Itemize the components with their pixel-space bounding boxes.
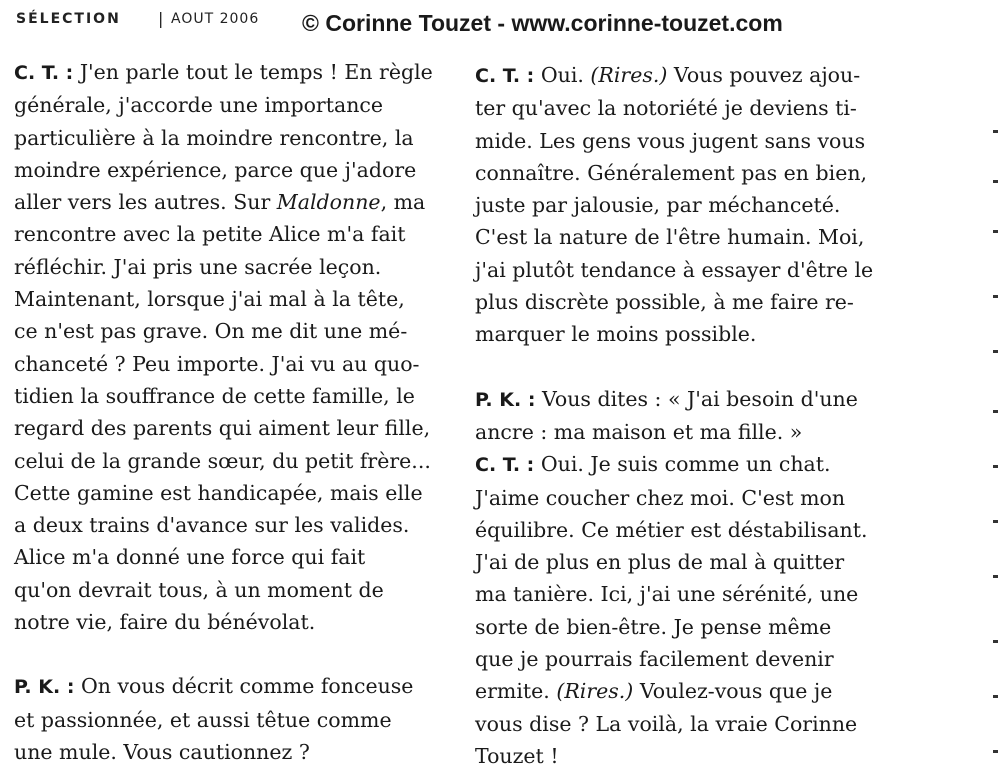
- text-line: [475, 59, 905, 92]
- line-text: sorte de bien-être. Je pense même: [475, 614, 832, 639]
- text-line: [14, 218, 444, 250]
- line-text: Maintenant, lorsque j'ai mal à la tête,: [14, 287, 405, 312]
- text-line: [475, 643, 905, 675]
- line-text: chanceté ? Peu importe. J'ai vu au quo-: [14, 351, 420, 376]
- line-text: ce n'est pas grave. On me dit une mé-: [14, 319, 408, 344]
- line-text: rencontre avec la petite Alice m'a fait: [14, 222, 406, 247]
- text-line: [475, 578, 905, 610]
- issue-date: AOUT 2006: [171, 11, 260, 27]
- line-text-after: Vous pouvez ajou-: [667, 63, 861, 87]
- speaker-label: P. K. :: [14, 676, 75, 699]
- paragraph-gap: [14, 638, 444, 670]
- line-text: générale, j'accorde une importance: [14, 93, 384, 118]
- text-line: [475, 546, 905, 578]
- text-line: [475, 318, 905, 350]
- text-line: [475, 221, 905, 253]
- adjacent-page-edge: [988, 120, 1000, 770]
- speaker-label: C. T. :: [14, 62, 74, 84]
- line-text: tidien la souffrance de cette famille, le: [14, 383, 415, 408]
- text-line: [14, 736, 444, 768]
- text-line: [14, 315, 444, 347]
- line-text: celui de la grande sœur, du petit frère...: [14, 448, 431, 473]
- text-line: [14, 122, 444, 154]
- line-text: ter qu'avec la notoriété je deviens ti-: [475, 96, 857, 121]
- line-text: J'ai de plus en plus de mal à quitter: [475, 550, 845, 575]
- line-text: connaître. Généralement pas en bien,: [475, 160, 868, 185]
- copyright-watermark: © Corinne Touzet - www.corinne-touzet.com: [302, 10, 783, 36]
- text-line: [475, 448, 905, 481]
- line-text: Vous dites : « J'ai besoin d'une: [535, 386, 858, 411]
- header-separator: |: [158, 9, 164, 28]
- line-text: marquer le moins possible.: [475, 322, 757, 347]
- text-line: [475, 514, 905, 546]
- section-label: SÉLECTION: [16, 11, 121, 27]
- line-text: regard des parents qui aiment leur fille,: [14, 416, 431, 441]
- line-text: C'est la nature de l'être humain. Moi,: [475, 225, 865, 250]
- line-text: On vous décrit comme fonceuse: [74, 674, 414, 699]
- line-text: notre vie, faire du bénévolat.: [14, 610, 316, 635]
- text-line: [14, 704, 444, 736]
- line-text: particulière à la moindre rencontre, la: [14, 125, 414, 150]
- text-line: [14, 56, 444, 89]
- text-line: [14, 380, 444, 412]
- line-text: ancre : ma maison et ma fille. »: [475, 419, 803, 444]
- text-line: [475, 125, 905, 157]
- line-text: ma tanière. Ici, j'ai une sérénité, une: [475, 582, 859, 607]
- italic-text: Maldonne: [276, 190, 381, 215]
- text-line: [14, 445, 444, 477]
- line-text: une mule. Vous cautionnez ?: [14, 739, 310, 764]
- text-line: [14, 283, 444, 315]
- text-line: [14, 412, 444, 444]
- text-line: [475, 92, 905, 124]
- italic-text: (Rires.): [556, 679, 634, 704]
- text-line: [14, 541, 444, 573]
- line-text: juste par jalousie, par méchanceté.: [475, 193, 841, 218]
- text-line: [14, 348, 444, 380]
- speaker-label: C. T. :: [475, 454, 535, 477]
- line-text: moindre expérience, parce que j'adore: [14, 157, 417, 182]
- text-line: [475, 286, 905, 318]
- line-text: qu'on devrait tous, à un moment de: [14, 577, 384, 602]
- text-line: [475, 708, 905, 740]
- paragraph-gap: [475, 351, 905, 383]
- text-line: [475, 482, 905, 514]
- text-line: [14, 670, 444, 703]
- line-text: J'aime coucher chez moi. C'est mon: [475, 485, 846, 510]
- text-line: [475, 157, 905, 189]
- text-line: [14, 606, 444, 638]
- line-text: Cette gamine est handicapée, mais elle: [14, 480, 423, 505]
- line-text: j'ai plutôt tendance à essayer d'être le: [475, 257, 874, 282]
- line-text-after: , ma: [380, 190, 426, 215]
- text-line: [475, 416, 905, 448]
- text-line: [475, 675, 905, 707]
- text-line: [475, 254, 905, 286]
- interview-column-left: [14, 56, 444, 768]
- text-line: [475, 189, 905, 221]
- text-line: [14, 89, 444, 121]
- line-text: équilibre. Ce métier est déstabilisant.: [475, 517, 868, 542]
- line-text: vous dise ? La voilà, la vraie Corinne: [475, 711, 858, 736]
- italic-text: (Rires.): [590, 63, 668, 87]
- text-line: [14, 509, 444, 541]
- line-text: réfléchir. J'ai pris une sacrée leçon.: [14, 254, 382, 279]
- line-text: et passionnée, et aussi têtue comme: [14, 707, 392, 732]
- speaker-label: P. K. :: [475, 388, 536, 411]
- line-text: mide. Les gens vous jugent sans vous: [475, 128, 866, 153]
- line-text: Oui.: [534, 63, 591, 87]
- line-text-after: Voulez-vous que je: [633, 679, 833, 704]
- line-text: ermite.: [475, 679, 557, 704]
- line-text: Oui. Je suis comme un chat.: [534, 452, 831, 477]
- line-text: a deux trains d'avance sur les valides.: [14, 513, 410, 538]
- line-text: aller vers les autres. Sur: [14, 190, 277, 215]
- text-line: [475, 611, 905, 643]
- interview-column-right: [475, 59, 905, 772]
- line-text: plus discrète possible, à me faire re-: [475, 290, 854, 315]
- text-line: [14, 574, 444, 606]
- text-line: [475, 740, 905, 772]
- text-line: [14, 154, 444, 186]
- line-text: Touzet !: [475, 743, 559, 768]
- line-text: Alice m'a donné une force qui fait: [14, 545, 366, 570]
- text-line: [14, 477, 444, 509]
- speaker-label: C. T. :: [475, 65, 535, 87]
- text-line: [14, 251, 444, 283]
- line-text: que je pourrais facilement devenir: [475, 647, 834, 672]
- text-line: [475, 383, 905, 416]
- text-line: [14, 186, 444, 218]
- line-text: J'en parle tout le temps ! En règle: [73, 60, 433, 84]
